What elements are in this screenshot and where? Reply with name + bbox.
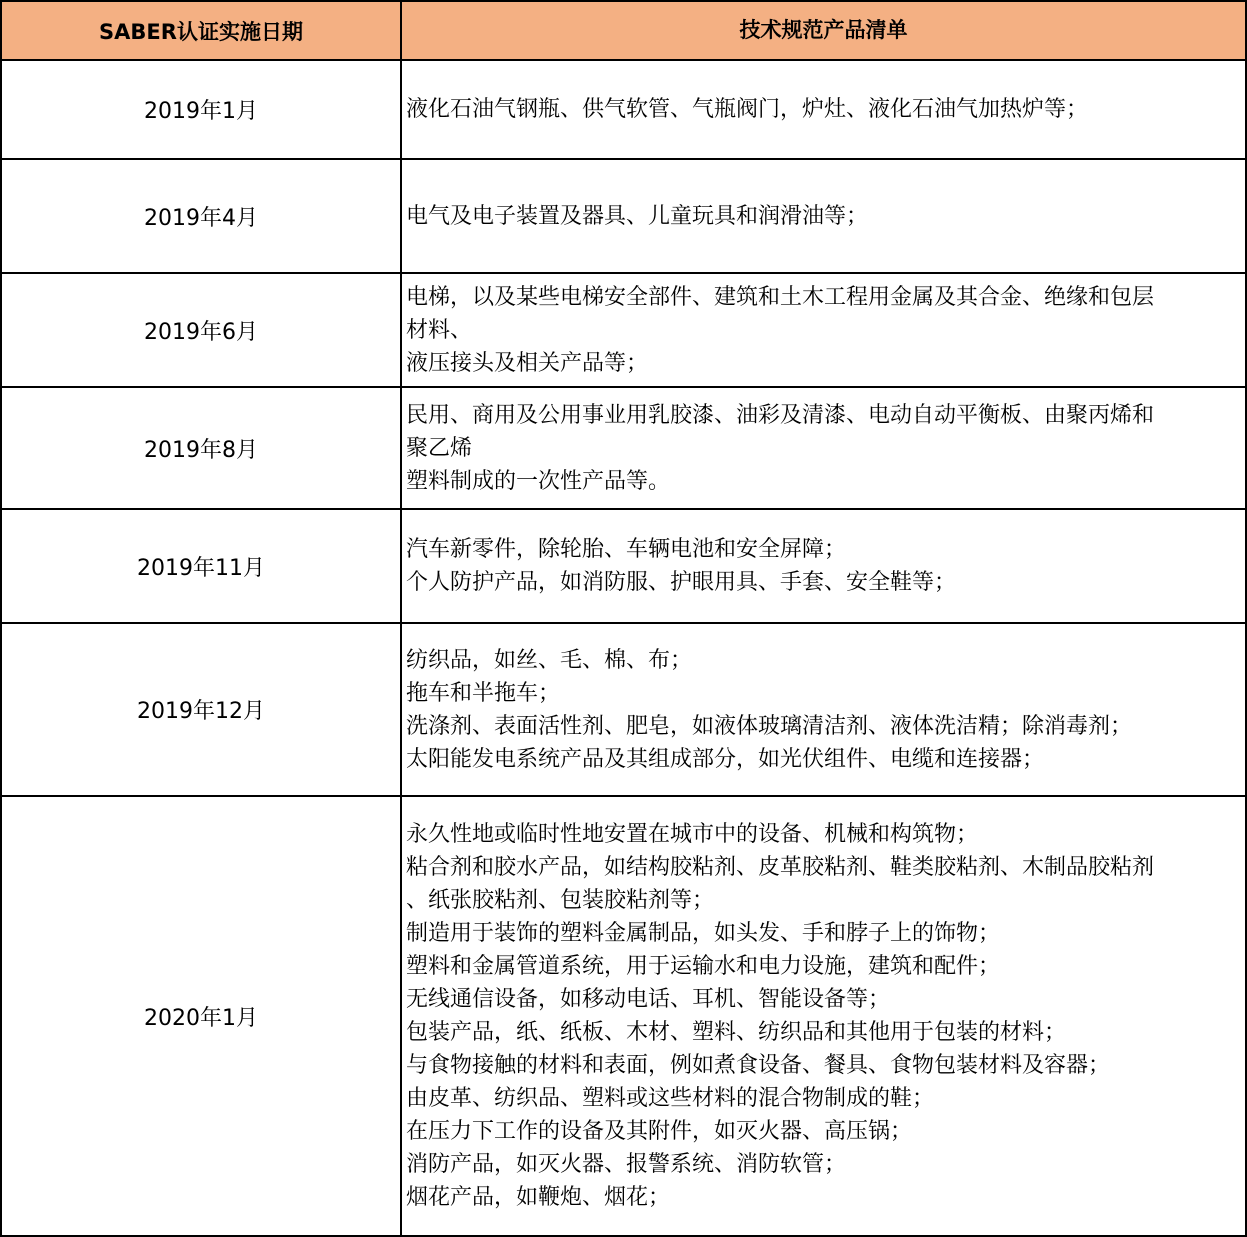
date-cell: 2019年12月 [2,624,402,795]
product-line: 汽车新零件，除轮胎、车辆电池和安全屏障； [406,537,847,562]
table-row [2,61,1245,160]
product-line: 永久性地或临时性地安置在城市中的设备、机械和构筑物； [406,822,979,847]
product-line: 聚乙烯 [406,435,473,461]
date-cell: 2020年1月 [2,797,402,1235]
product-line: 由皮革、纺织品、塑料或这些材料的混合物制成的鞋； [406,1086,935,1111]
table-row [2,274,1245,388]
product-line: 、纸张胶粘剂、包装胶粘剂等； [406,888,715,913]
date-cell: 2019年11月 [2,510,402,622]
products-cell [402,61,1245,158]
product-line: 无线通信设备，如移动电话、耳机、智能设备等； [406,987,891,1012]
product-line: 民用、商用及公用事业用乳胶漆、油彩及清漆、电动自动平衡板、由聚丙烯和 [406,402,1155,428]
table-row [2,510,1245,624]
table-row [2,388,1245,510]
header-products-cell: 技术规范产品清单 [739,18,908,42]
product-line: 与食物接触的材料和表面，例如煮食设备、餐具、食物包装材料及容器； [406,1053,1111,1078]
date-cell: 2019年4月 [2,160,402,272]
products-cell [402,274,1245,386]
table-row [2,797,1245,1235]
products-cell [402,797,1245,1235]
product-line: 洗涤剂、表面活性剂、肥皂，如液体玻璃清洁剂、液体洗洁精；除消毒剂； [406,713,1133,739]
date-cell: 2019年8月 [2,388,402,508]
product-line: 塑料制成的一次性产品等。 [406,468,671,494]
date-cell: 2019年6月 [2,274,402,386]
product-line: 包装产品，纸、纸板、木材、塑料、纺织品和其他用于包装的材料； [406,1020,1067,1045]
product-line: 液压接头及相关产品等； [406,350,649,376]
header-date-cell: SABER认证实施日期 [2,2,402,59]
product-line: 消防产品，如灭火器、报警系统、消防软管； [406,1152,847,1177]
products-cell [402,624,1245,795]
table-row [2,624,1245,797]
product-line: 材料、 [406,317,473,343]
product-line: 液化石油气钢瓶、供气软管、气瓶阀门，炉灶、液化石油气加热炉等； [406,97,1089,122]
table-header-row [2,2,1245,61]
products-cell [402,388,1245,508]
product-line: 粘合剂和胶水产品，如结构胶粘剂、皮革胶粘剂、鞋类胶粘剂、木制品胶粘剂 [406,855,1155,880]
product-line: 塑料和金属管道系统，用于运输水和电力设施，建筑和配件； [406,954,1001,979]
product-line: 拖车和半拖车； [406,680,561,706]
table-row [2,160,1245,274]
product-line: 在压力下工作的设备及其附件，如灭火器、高压锅； [406,1119,913,1144]
product-line: 个人防护产品，如消防服、护眼用具、手套、安全鞋等； [406,570,957,595]
products-cell [402,160,1245,272]
product-line: 纺织品，如丝、毛、棉、布； [406,647,693,673]
product-line: 电气及电子装置及器具、儿童玩具和润滑油等； [406,203,869,229]
product-line: 烟花产品，如鞭炮、烟花； [406,1185,671,1210]
product-line: 制造用于装饰的塑料金属制品，如头发、手和脖子上的饰物； [406,921,1001,946]
product-line: 电梯，以及某些电梯安全部件、建筑和土木工程用金属及其合金、绝缘和包层 [406,284,1155,310]
date-cell: 2019年1月 [2,61,402,158]
product-line: 太阳能发电系统产品及其组成部分，如光伏组件、电缆和连接器； [406,746,1045,772]
products-cell [402,510,1245,622]
